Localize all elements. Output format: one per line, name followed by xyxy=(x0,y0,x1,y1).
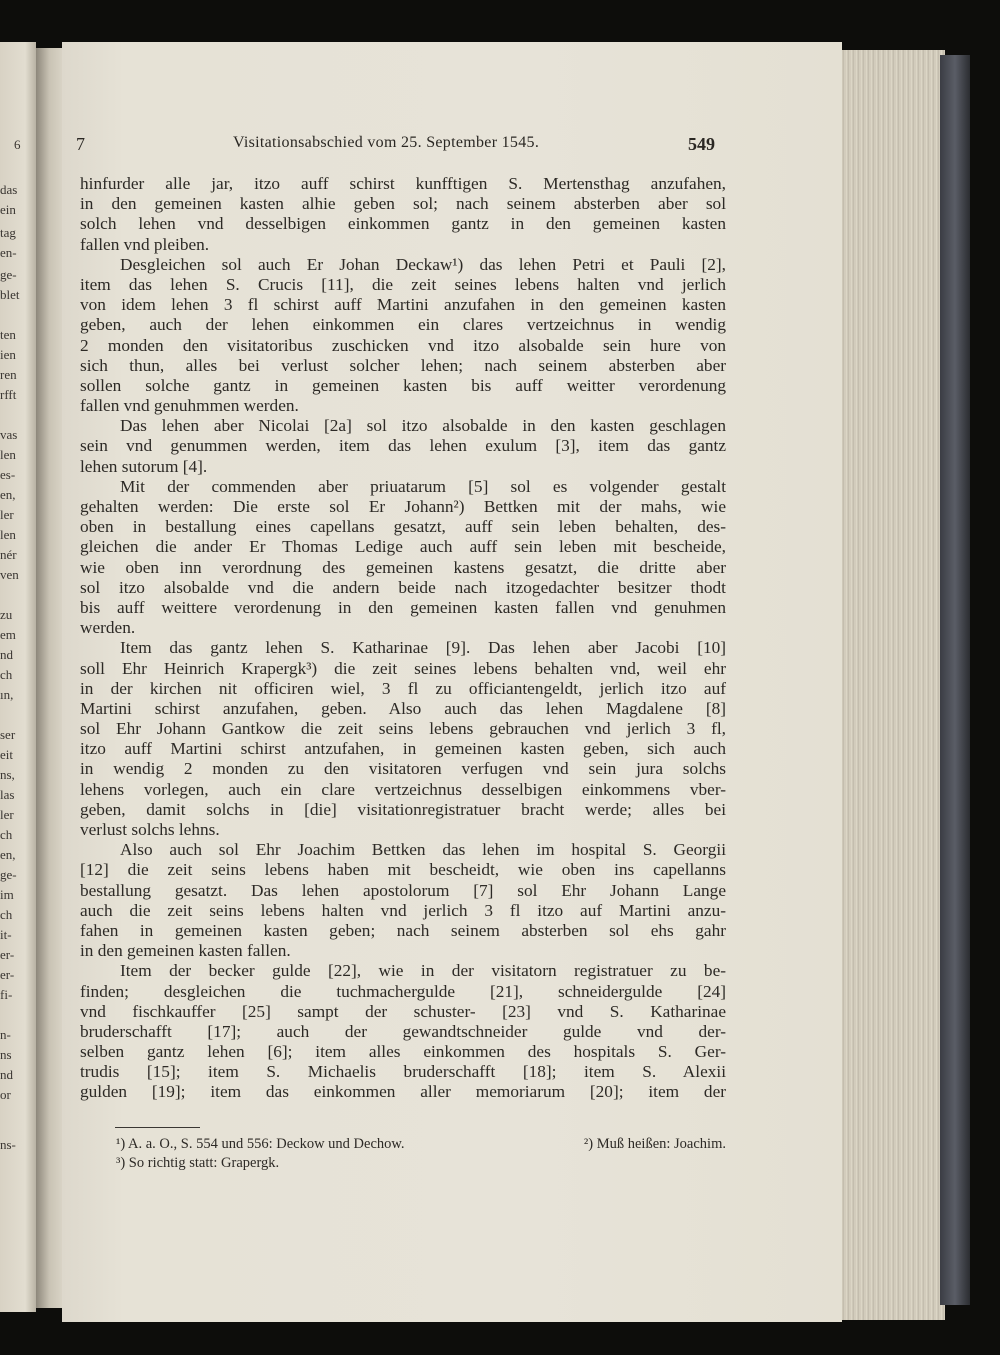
page-body-text xyxy=(80,174,726,1103)
body-line: sol itzo alsobalde vnd die andern beide nach itzogedachter besitzer thodt xyxy=(80,577,726,597)
body-line: von idem lehen 3 fl schirst auff Martini anzufahen in den gemeinen kasten xyxy=(80,295,726,315)
adjacent-left-page xyxy=(0,42,36,1312)
left-page-text-fragment: ge- xyxy=(0,267,17,282)
left-page-text-fragment: es- xyxy=(0,467,16,482)
left-page-text-fragment: ch xyxy=(0,907,13,922)
body-line: [12] die zeit seins lebens haben mit bescheidt, wie oben ins capellanns xyxy=(80,860,726,880)
body-line: in den gemeinen kasten fallen. xyxy=(80,941,291,961)
left-page-text-fragment: ler xyxy=(0,807,14,822)
left-page-text-fragment: ns, xyxy=(0,767,15,782)
running-header xyxy=(76,130,726,158)
body-line: vnd fischkauffer [25] sampt der schuster- [23] vnd S. Katharinae xyxy=(80,1001,726,1021)
left-page-text-fragment: en- xyxy=(0,245,17,260)
left-page-text-fragment: ien xyxy=(0,347,16,362)
section-number: 7 xyxy=(76,134,85,154)
body-line: item das lehen S. Crucis [11], die zeit seines lebens halten vnd jerlich xyxy=(80,274,726,294)
footnotes xyxy=(116,1136,726,1174)
left-page-text-fragment: las xyxy=(0,787,15,802)
body-line: finden; desgleichen die tuchmachergulde [21], schneidergulde [24] xyxy=(80,981,726,1001)
body-line: Martini schirst anzufahen, geben. Also auch das lehen Magdalene [8] xyxy=(80,698,726,718)
body-line: sein vnd genummen werden, item das lehen exulum [3], item das gantz xyxy=(80,436,726,456)
body-line: werden. xyxy=(80,618,136,638)
left-page-text-fragment: len xyxy=(0,447,16,462)
left-page-text-fragment: zu xyxy=(0,607,13,622)
body-line: verlust solchs lehns. xyxy=(80,820,220,839)
left-page-text-fragment: ch xyxy=(0,667,13,682)
body-line: in der kirchen nit officiren wiel, 3 fl zu officiantengeldt, jerlich itzo auf xyxy=(80,678,726,698)
left-page-text-fragment: ser xyxy=(0,727,16,742)
left-page-text-fragment: tag xyxy=(0,225,16,240)
body-line: 2 monden den visitatoribus zuschicken vnd itzo alsobalde sein hure von xyxy=(80,335,726,355)
left-page-text-fragment: ein xyxy=(0,202,16,217)
left-page-text-fragment: das xyxy=(0,182,18,197)
left-page-text-fragment: en, xyxy=(0,487,16,502)
body-line: wie oben inn verordnung des gemeinen kastens gesatzt, die dritte aber xyxy=(80,557,726,577)
left-page-text-fragment: blet xyxy=(0,287,20,302)
running-title: Visitationsabschied vom 25. September 1545. xyxy=(233,134,540,151)
body-line: lehens vorlegen, auch ein clare vertzeichnus desselbigen einkommens vber- xyxy=(80,779,726,799)
left-page-text-fragment: ren xyxy=(0,367,17,382)
body-line: gehalten werden: Die erste sol Er Johann²) Bettken mit der mahs, wie xyxy=(80,497,726,516)
body-line: Das lehen aber Nicolai [2a] sol itzo alsobalde in den kasten geschlagen xyxy=(120,416,726,436)
body-line: bestallung gesatzt. Das lehen apostolorum [7] sol Ehr Johann Lange xyxy=(80,880,726,900)
left-page-text-fragment: em xyxy=(0,627,16,642)
left-page-text-fragment: im xyxy=(0,887,14,902)
body-line: gleichen die ander Er Thomas Ledige auch auff sein leben mit bescheide, xyxy=(80,537,726,557)
body-line: Mit der commenden aber priuatarum [5] sol es volgender gestalt xyxy=(120,476,726,496)
body-line: auch die zeit seins lebens halten vnd jerlich 3 fl itzo auf Martini anzu- xyxy=(80,900,726,920)
body-line: itzo auff Martini schirst antzufahen, in gemeinen kasten geben, sich auch xyxy=(80,739,726,759)
footnote-2: ²) Muß heißen: Joachim. xyxy=(583,1136,726,1152)
left-page-text-fragment: er- xyxy=(0,947,15,962)
left-page-text-fragment: nér xyxy=(0,547,17,562)
left-page-text-fragment: nd xyxy=(0,647,13,662)
body-line: lehen sutorum [4]. xyxy=(80,456,208,476)
body-line: geben, damit solchs in [die] visitationregistratuer bracht werde; alles bei xyxy=(80,799,726,819)
body-line: fallen vnd pleiben. xyxy=(80,234,210,254)
left-page-text-fragment: len xyxy=(0,527,16,542)
body-line: bis auff weittere verordenung in den gemeinen kasten fallen vnd genuhmen xyxy=(80,597,726,617)
footnote-1: ¹) A. a. O., S. 554 und 556: Deckow und Dechow. xyxy=(116,1136,405,1152)
body-line: Also auch sol Ehr Joachim Bettken das lehen im hospital S. Georgii xyxy=(120,840,726,860)
book-cover-edge xyxy=(940,55,970,1305)
body-line: gulden [19]; item das einkommen aller memoriarum [20]; item der xyxy=(80,1082,726,1102)
body-line: in wendig 2 monden zu den visitatoren verfugen vnd sein jura solchs xyxy=(80,759,726,779)
body-line: Item das gantz lehen S. Katharinae [9]. Das lehen aber Jacobi [10] xyxy=(120,638,726,658)
body-line: trudis [15]; item S. Michaelis bruderschafft [18]; item S. Alexii xyxy=(80,1062,726,1082)
body-line: fallen vnd genuhmmen werden. xyxy=(80,396,299,416)
body-line: fahen in gemeinen kasten geben; nach seinem absterben sol ehs gahr xyxy=(80,920,726,940)
body-line: solch lehen vnd desselbigen einkommen gantz in den gemeinen kasten xyxy=(80,214,726,234)
left-page-text-fragment: nd xyxy=(0,1067,13,1082)
left-page-text-fragment: eit xyxy=(0,747,13,762)
left-page-text-fragment: ge- xyxy=(0,867,17,882)
footnote-divider xyxy=(115,1127,200,1128)
body-line: Desgleichen sol auch Er Johan Deckaw¹) das lehen Petri et Pauli [2], xyxy=(120,254,726,274)
body-line: hinfurder alle jar, itzo auff schirst kunfftigen S. Mertensthag anzufahen, xyxy=(80,174,726,193)
body-line: geben, auch der lehen einkommen ein clares vertzeichnus in wendig xyxy=(80,315,726,335)
body-line: sich thun, alles bei verlust solcher lehen; nach seinem absterben aber xyxy=(80,355,726,375)
left-page-text-fragment: n- xyxy=(0,1027,11,1042)
footnote-3: ³) So richtig statt: Grapergk. xyxy=(116,1155,280,1171)
left-page-text-fragment: fi- xyxy=(0,987,13,1002)
body-line: soll Ehr Heinrich Krapergk³) die zeit seines lebens behalten vnd, weil ehr xyxy=(80,658,726,678)
left-page-text-fragment: en, xyxy=(0,847,16,862)
left-page-text-fragment: ch xyxy=(0,827,13,842)
body-line: in den gemeinen kasten alhie geben sol; nach seinem absterben aber sol xyxy=(80,194,726,214)
left-page-text-fragment: ns- xyxy=(0,1137,16,1152)
left-page-text-fragment: 6 xyxy=(14,137,21,152)
body-line: bruderschafft [17]; auch der gewandtschneider gulde vnd der- xyxy=(80,1021,726,1041)
left-page-text-fragment: er- xyxy=(0,967,15,982)
left-page-text-fragment: ın, xyxy=(0,687,14,702)
left-page-text-fragment: rfft xyxy=(0,387,17,402)
body-line: selben gantz lehen [6]; item alles einkommen des hospitals S. Ger- xyxy=(80,1042,726,1062)
page-edges xyxy=(835,50,945,1320)
body-line: oben in bestallung eines capellans gesatzt, auff sein leben behalten, des- xyxy=(80,517,726,537)
body-line: sol Ehr Johann Gantkow die zeit seins lebens gebrauchen vnd jerlich 3 fl, xyxy=(80,719,726,739)
left-page-text-fragment: vas xyxy=(0,427,18,442)
left-page-text-fragment: or xyxy=(0,1087,11,1102)
left-page-text-fragment: it- xyxy=(0,927,12,942)
body-line: sollen solche gantz in gemeinen kasten bis auff weitter verordenung xyxy=(80,375,726,395)
page-number: 549 xyxy=(688,134,715,154)
left-page-text-fragment: ven xyxy=(0,567,19,582)
left-page-text-fragment: ler xyxy=(0,507,14,522)
left-page-text-fragment: ns xyxy=(0,1047,12,1062)
left-page-text-fragment: ten xyxy=(0,327,16,342)
body-line: Item der becker gulde [22], wie in der visitatorn registratuer zu be- xyxy=(120,961,726,981)
